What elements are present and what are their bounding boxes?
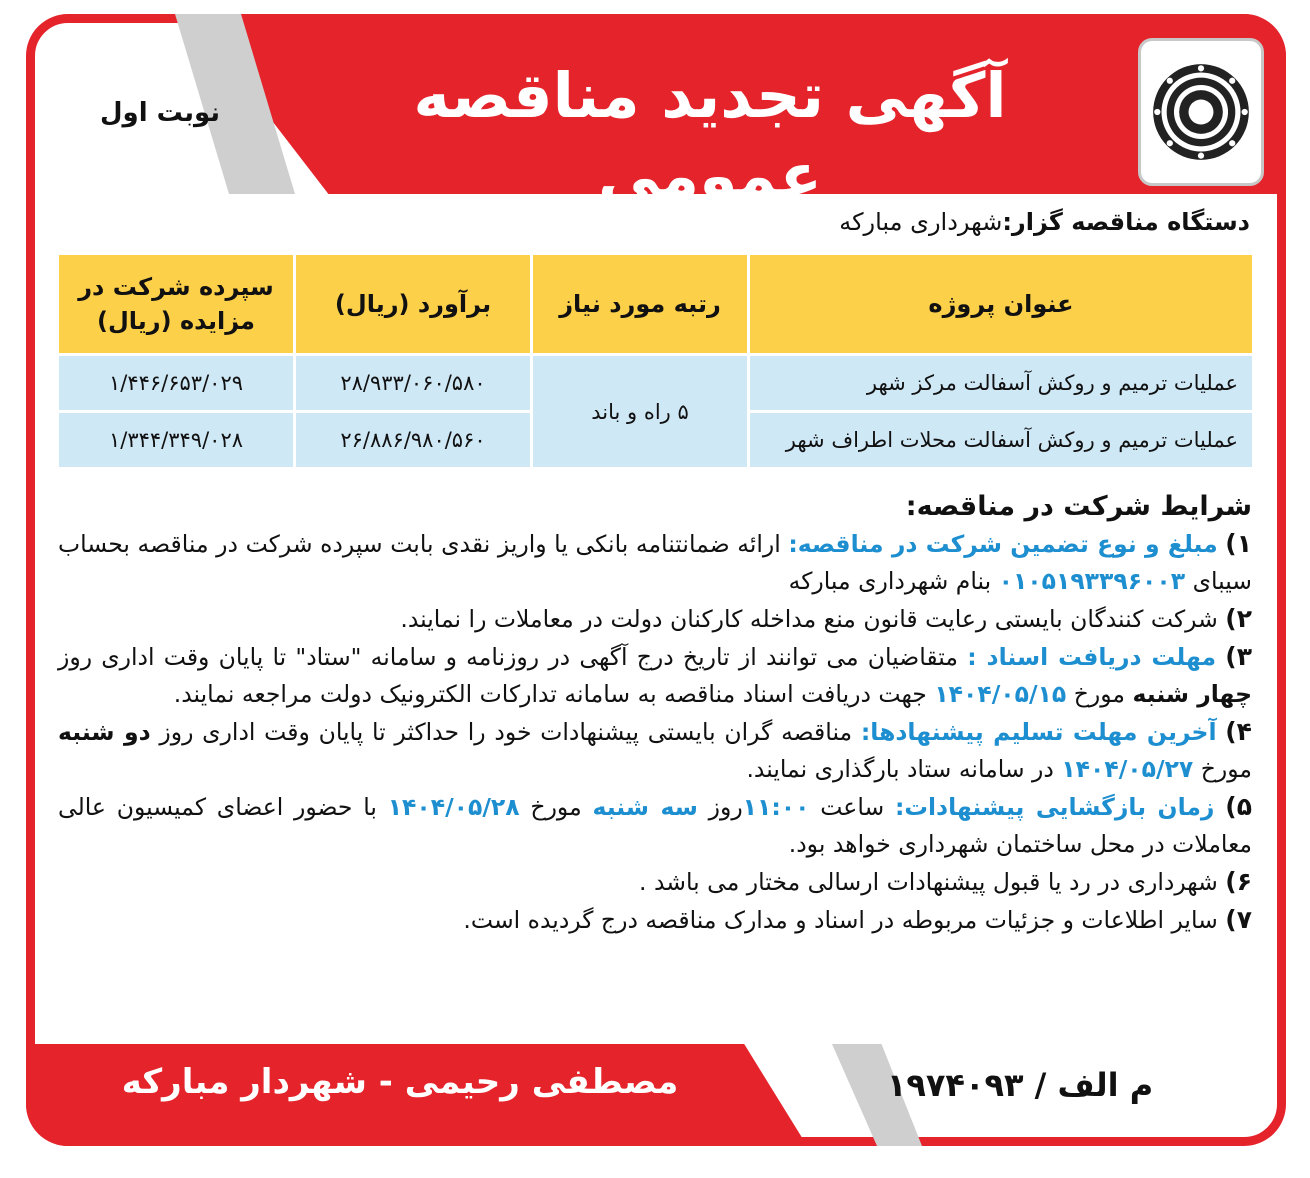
condition-1: ۱) مبلغ و نوع تضمین شرکت در مناقصه: ارائه ضمانتنامه بانکی یا واریز نقدی بابت سپرده شرکت در مناقصه بحساب سیبای ۰۱۰۵۱۹۳۳۹۶۰۰۳ بنام شهرداری مبارکه (58, 529, 1252, 595)
projects-table (56, 252, 1255, 470)
condition-5: ۵) زمان بازگشایی پیشنهادات: ساعت ۱۱:۰۰روز سه شنبه مورخ ۱۴۰۴/۰۵/۲۸ با حضور اعضای کمیسیون عالی معاملات در محل ساختمان شهرداری خواهد بود. (58, 792, 1252, 858)
emblem-icon (1149, 60, 1253, 164)
account-number: ۰۱۰۵۱۹۳۳۹۶۰۰۳ (998, 567, 1186, 595)
publication-round: نوبت اول (100, 98, 221, 128)
col-project-title: عنوان پروژه (749, 254, 1254, 355)
signatory: مصطفی رحیمی - شهردار مبارکه (121, 1062, 679, 1102)
organizer-line (839, 208, 1250, 236)
estimate-cell: ۲۸/۹۳۳/۰۶۰/۵۸۰ (295, 355, 532, 412)
project-title-cell: عملیات ترمیم و روکش آسفالت مرکز شهر (749, 355, 1254, 412)
condition-7: ۷) سایر اطلاعات و جزئیات مربوطه در اسناد و مدارک مناقصه درج گردیده است. (463, 905, 1252, 934)
document-deadline-date: ۱۴۰۴/۰۵/۱۵ (934, 680, 1067, 708)
conditions-heading: شرایط شرکت در مناقصه: (905, 491, 1252, 522)
col-deposit: سپرده شرکت در مزایده (ریال) (58, 254, 295, 355)
estimate-cell: ۲۶/۸۸۶/۹۸۰/۵۶۰ (295, 412, 532, 469)
opening-date: ۱۴۰۴/۰۵/۲۸ (387, 793, 520, 821)
ad-code-suffix: / م الف (1034, 1066, 1154, 1104)
condition-6: ۶) شهرداری در رد یا قبول پیشنهادات ارسالی مختار می باشد . (639, 867, 1252, 896)
municipality-logo (1138, 38, 1264, 186)
submission-deadline-date: ۱۴۰۴/۰۵/۲۷ (1061, 755, 1194, 783)
deposit-cell: ۱/۴۴۶/۶۵۳/۰۲۹ (58, 355, 295, 412)
ad-code (880, 1066, 1160, 1104)
table-header-row (58, 254, 1254, 355)
col-estimate: برآورد (ریال) (295, 254, 532, 355)
organizer-label: دستگاه مناقصه گزار: (1002, 208, 1250, 236)
deposit-cell: ۱/۳۴۴/۳۴۹/۰۲۸ (58, 412, 295, 469)
condition-2: ۲) شرکت کنندگان بایستی رعایت قانون منع مداخله کارکنان دولت در معاملات را نمایند. (400, 604, 1252, 633)
condition-3: ۳) مهلت دریافت اسناد : متقاضیان می توانند از تاریخ درج آگهی در روزنامه و سامانه "ستاد" تا پایان وقت اداری روز چهار شنبه مورخ ۱۴۰۴/۰۵/۱۵ جهت دریافت اسناد مناقصه به سامانه تدارکات الکترونیک دولت مراجعه نمایند. (58, 642, 1252, 708)
condition-4: ۴) آخرین مهلت تسلیم پیشنهادها: مناقصه گران بایستی پیشنهادات خود را حداکثر تا پایان وقت اداری روز دو شنبه مورخ ۱۴۰۴/۰۵/۲۷ در سامانه ستاد بارگذاری نمایند. (58, 717, 1252, 783)
project-title-cell: عملیات ترمیم و روکش آسفالت محلات اطراف شهر (749, 412, 1254, 469)
rank-cell: ۵ راه و باند (532, 355, 749, 469)
ad-code-number: ۱۹۷۴۰۹۳ (886, 1066, 1024, 1104)
table-row (58, 355, 1254, 412)
ad-title: آگهی تجدید مناقصه عمومی (413, 59, 1007, 212)
organizer-name: شهرداری مبارکه (839, 208, 1003, 236)
opening-time: ۱۱:۰۰ (742, 793, 810, 821)
col-required-rank: رتبه مورد نیاز (532, 254, 749, 355)
conditions-section (58, 488, 1252, 939)
